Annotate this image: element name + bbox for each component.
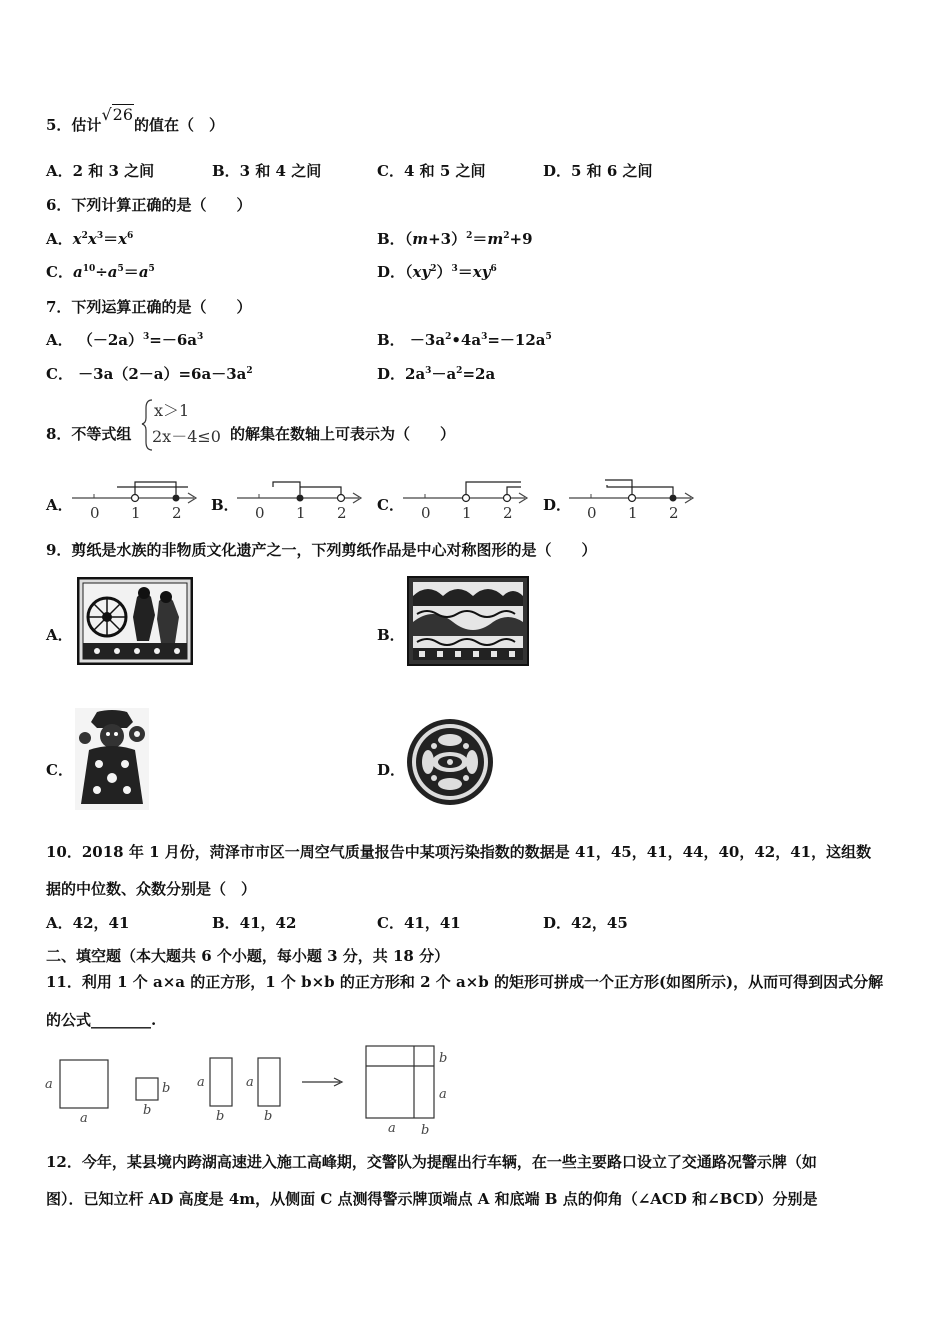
tick-0: 0 — [421, 504, 431, 522]
tick-0: 0 — [255, 504, 265, 522]
q6-label-d: D． — [377, 263, 406, 281]
label-combined-a-right: a — [439, 1087, 447, 1102]
q7-option-a-text: $(-2a)^3=-6a^3$ — [72, 331, 204, 349]
label-combined-a-bottom: a — [388, 1121, 396, 1136]
brace-icon — [142, 400, 152, 450]
q10-option-a[interactable]: A．42，41 — [46, 914, 130, 932]
q6-option-c-text: $a^{10}\div a^5=a^5$ — [72, 263, 155, 281]
q5-suffix: 的值在（ ） — [134, 116, 225, 134]
filled-dot-icon — [173, 495, 180, 502]
q7-option-c[interactable] — [46, 364, 253, 384]
label-rect1-a: a — [197, 1075, 205, 1090]
q11-line2: 的公式________. — [46, 1011, 157, 1029]
q8-prefix: 8．不等式组 — [46, 425, 132, 443]
q5-option-b[interactable]: B．3 和 4 之间 — [212, 162, 322, 180]
q8-numberline-a[interactable] — [72, 476, 200, 524]
q7-label-a: A． — [46, 331, 73, 349]
open-dot-icon — [338, 495, 345, 502]
open-dot-icon — [629, 495, 636, 502]
q9-label-c[interactable]: C． — [46, 761, 73, 779]
q9-label-b[interactable]: B． — [377, 626, 405, 644]
q8-numberline-b[interactable] — [237, 476, 365, 524]
rect-ab-2 — [258, 1058, 280, 1106]
papercut-d-image[interactable] — [406, 718, 494, 806]
q8-numberline-d[interactable] — [569, 476, 697, 524]
q6-option-c[interactable] — [46, 262, 155, 282]
q8-numberline-c[interactable] — [403, 476, 531, 524]
q7-option-d[interactable] — [377, 364, 495, 384]
q8-suffix: 的解集在数轴上可表示为（ ） — [230, 425, 456, 443]
q8-label-c[interactable]: C． — [377, 496, 404, 514]
q5-stem — [46, 105, 225, 135]
tick-2: 2 — [503, 504, 513, 522]
q9-label-a[interactable]: A． — [46, 626, 73, 644]
q10-option-c[interactable]: C．41，41 — [377, 914, 461, 932]
q7-option-b[interactable] — [377, 330, 552, 350]
q6-label-b: B． — [377, 230, 405, 248]
tick-2: 2 — [337, 504, 347, 522]
q7-label-d: D． — [377, 365, 406, 383]
q6-option-d-text: $(xy^2)^3=xy^6$ — [405, 263, 497, 281]
q8-label-b[interactable]: B． — [211, 496, 239, 514]
label-rect1-b: b — [216, 1109, 225, 1124]
q7-stem: 7．下列运算正确的是（ ） — [46, 298, 252, 316]
q6-option-a-text: $x^2x^3=x^6$ — [72, 230, 134, 248]
q7-option-b-text: $-3a^2•4a^3=-12a^5$ — [404, 331, 552, 349]
filled-dot-icon — [297, 495, 304, 502]
q6-option-a[interactable] — [46, 229, 133, 249]
label-rect2-a: a — [246, 1075, 254, 1090]
tick-1: 1 — [628, 504, 638, 522]
papercut-a-image[interactable] — [77, 577, 193, 665]
tick-2: 2 — [172, 504, 182, 522]
q5-prefix: 5．估计 — [46, 116, 102, 134]
inequality-1: x＞1 — [154, 401, 190, 420]
q11-figure — [40, 1040, 460, 1140]
q5-option-c[interactable]: C．4 和 5 之间 — [377, 162, 486, 180]
square-a — [60, 1060, 108, 1108]
label-rect2-b: b — [264, 1109, 273, 1124]
open-dot-icon — [504, 495, 511, 502]
sqrt-expression: √26 — [101, 105, 133, 124]
tick-0: 0 — [587, 504, 597, 522]
tick-0: 0 — [90, 504, 100, 522]
q10-option-d[interactable]: D．42，45 — [543, 914, 628, 932]
square-b — [136, 1078, 158, 1100]
q12-line2: 图）．已知立杆 AD 高度是 4m，从侧面 C 点测得警示牌顶端点 A 和底端 B 点的仰角（∠ACD 和∠BCD）分别是 — [46, 1190, 818, 1208]
q7-option-c-text: $-3a(2-a)=6a-3a^2$ — [72, 365, 253, 383]
q9-stem: 9．剪纸是水族的非物质文化遗产之一，下列剪纸作品是中心对称图形的是（ ） — [46, 541, 597, 559]
tick-1: 1 — [131, 504, 141, 522]
q8-label-a[interactable]: A． — [46, 496, 73, 514]
tick-2: 2 — [669, 504, 679, 522]
label-b-bottom: b — [143, 1103, 152, 1118]
papercut-c-image[interactable] — [75, 708, 149, 810]
inequality-2: 2x－4≤0 — [152, 427, 221, 446]
label-a-left: a — [45, 1077, 53, 1092]
tick-1: 1 — [296, 504, 306, 522]
open-dot-icon — [463, 495, 470, 502]
label-a-bottom: a — [80, 1111, 88, 1126]
q6-option-b-text: $(m+3)^2=m^2+9$ — [404, 230, 533, 248]
q6-label-a: A． — [46, 230, 73, 248]
q6-stem: 6．下列计算正确的是（ ） — [46, 196, 252, 214]
q10-line2: 据的中位数、众数分别是（ ） — [46, 880, 257, 898]
label-b-right: b — [162, 1081, 171, 1096]
tick-1: 1 — [462, 504, 472, 522]
papercut-b-image[interactable] — [407, 576, 529, 666]
q10-option-b[interactable]: B．41，42 — [212, 914, 297, 932]
q6-label-c: C． — [46, 263, 73, 281]
q7-label-b: B． — [377, 331, 405, 349]
section-2-heading: 二、填空题（本大题共 6 个小题，每小题 3 分，共 18 分） — [46, 947, 450, 965]
q8-label-d[interactable]: D． — [543, 496, 572, 514]
q6-option-d[interactable] — [377, 262, 497, 282]
q12-line1: 12．今年，某县境内跨湖高速进入施工高峰期，交警队为提醒出行车辆，在一些主要路口设立了交通路况警示牌（如 — [46, 1153, 817, 1171]
q6-option-b[interactable] — [377, 229, 533, 249]
q5-option-d[interactable]: D．5 和 6 之间 — [543, 162, 653, 180]
sqrt-radicand: 26 — [112, 105, 133, 124]
q9-label-d[interactable]: D． — [377, 761, 406, 779]
combined-square — [366, 1046, 434, 1118]
q7-label-c: C． — [46, 365, 73, 383]
label-combined-b-right: b — [439, 1051, 448, 1066]
open-dot-icon — [132, 495, 139, 502]
inequality-system — [138, 396, 230, 454]
q7-option-a[interactable] — [46, 330, 203, 350]
rect-ab-1 — [210, 1058, 232, 1106]
filled-dot-icon — [670, 495, 677, 502]
q7-option-d-text: $2a^3-a^2=2a$ — [405, 365, 496, 383]
label-combined-b-bottom: b — [421, 1123, 430, 1138]
q11-line1: 11．利用 1 个 a×a 的正方形，1 个 b×b 的正方形和 2 个 a×b 的矩形可拼成一个正方形(如图所示)，从而可得到因式分解 — [46, 973, 884, 991]
q5-option-a[interactable]: A．2 和 3 之间 — [46, 162, 155, 180]
q10-line1: 10．2018 年 1 月份，菏泽市市区一周空气质量报告中某项污染指数的数据是 41，45，41，44，40，42，41，这组数 — [46, 843, 872, 861]
